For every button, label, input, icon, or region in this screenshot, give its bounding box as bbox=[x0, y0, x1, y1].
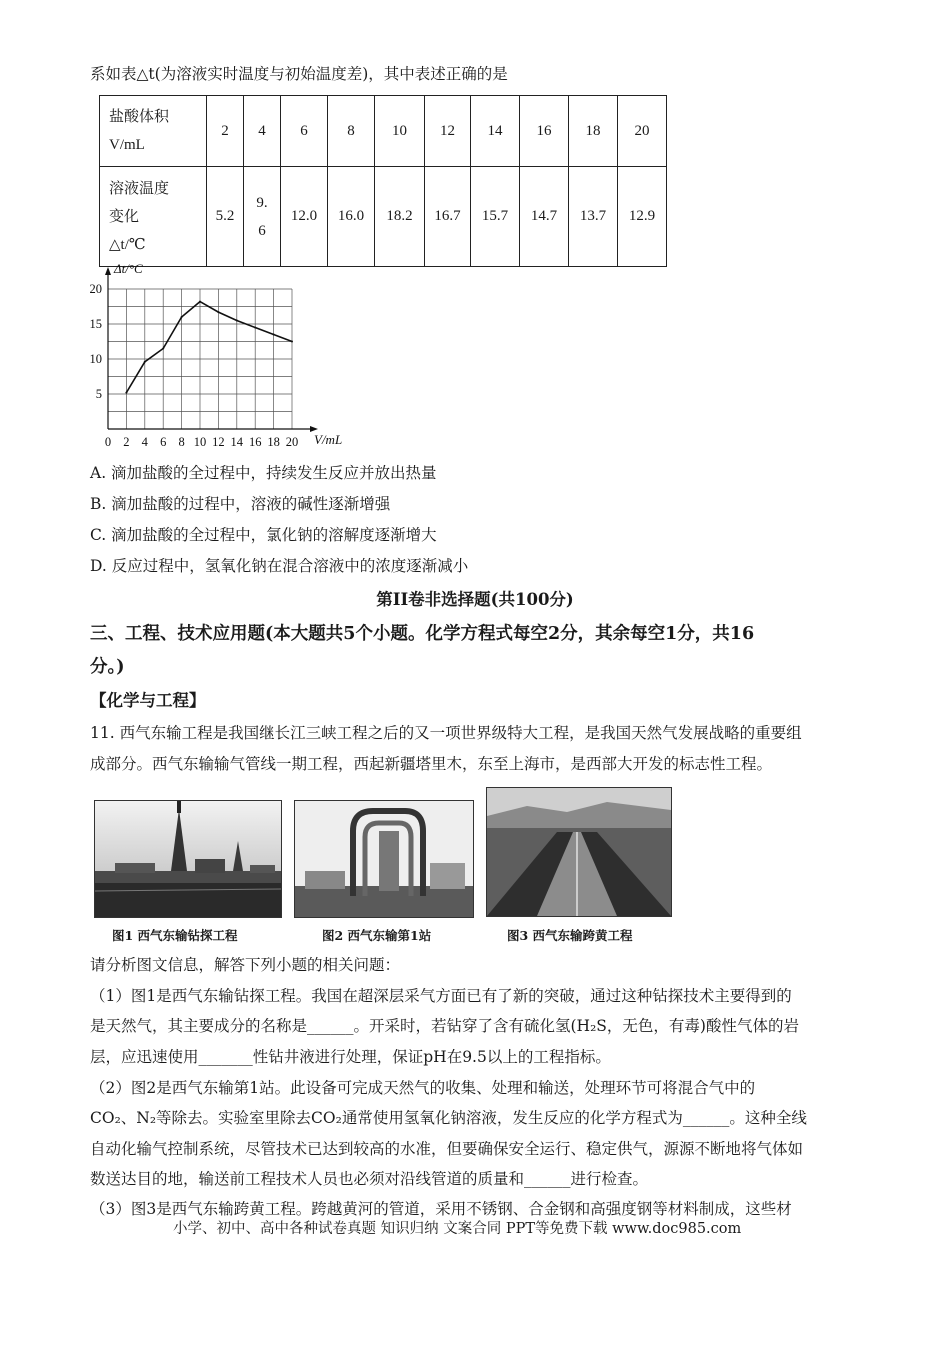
data-point bbox=[199, 301, 201, 303]
volume-cell: 20 bbox=[618, 96, 667, 167]
temp-cell: 15.7 bbox=[471, 167, 520, 267]
temp-cell: 14.7 bbox=[520, 167, 569, 267]
page-footer: 小学、初中、高中各种试卷真题 知识归纳 文案合同 PPT等免费下载 www.doc985.com bbox=[173, 1221, 742, 1237]
temp-cell: 18.2 bbox=[375, 167, 425, 267]
x-tick-label: 0 bbox=[104, 435, 112, 449]
temp-cell-part: 9. bbox=[256, 194, 268, 211]
data-point bbox=[254, 327, 256, 329]
temp-label-unit: △t/℃ bbox=[109, 236, 146, 253]
subq2-text: 数送达目的地，输送前工程技术人员也必须对沿线管道的质量和______进行检查。 bbox=[90, 1170, 649, 1188]
fig2-caption: 图2 西气东输第1站 bbox=[322, 928, 432, 943]
y-tick-label: 5 bbox=[95, 387, 102, 401]
option-b: B. 滴加盐酸的过程中，溶液的碱性逐渐增强 bbox=[90, 495, 391, 513]
temp-cell: 13.7 bbox=[569, 167, 618, 267]
temp-cell: 16.0 bbox=[328, 167, 375, 267]
fig1-caption: 图1 西气东输钻探工程 bbox=[112, 928, 238, 943]
option-d: D. 反应过程中，氢氧化钠在混合溶液中的浓度逐渐减小 bbox=[90, 557, 469, 575]
subq2-text: 自动化输气控制系统，尽管技术已达到较高的水准，但要确保安全运行、稳定供气，源源不断地将气体如 bbox=[90, 1140, 804, 1158]
y-tick-label: 10 bbox=[89, 352, 102, 366]
y-axis-label: Δt/°C bbox=[114, 262, 143, 276]
series-line bbox=[126, 302, 292, 393]
volume-row-label bbox=[100, 96, 207, 167]
data-point bbox=[162, 348, 164, 350]
x-tick-label: 4 bbox=[141, 435, 148, 449]
data-point bbox=[291, 341, 293, 343]
x-tick-label: 6 bbox=[160, 435, 167, 449]
temp-cell-part: 6 bbox=[258, 222, 266, 239]
x-tick-label: 14 bbox=[230, 435, 244, 449]
subq1-text: （1）图1是西气东输钻探工程。我国在超深层采气方面已有了新的突破，通过这种钻探技术主要得到的 bbox=[90, 987, 792, 1005]
fig3-caption: 图3 西气东输跨黄工程 bbox=[507, 928, 633, 943]
volume-cell: 12 bbox=[425, 96, 471, 167]
y-tick-label: 20 bbox=[89, 282, 102, 296]
data-point bbox=[217, 311, 219, 313]
q11-text-cont: 成部分。西气东输输气管线一期工程，西起新疆塔里木，东至上海市，是西部大开发的标志性工程。 bbox=[90, 755, 773, 773]
fig1-drilling-photo bbox=[94, 800, 282, 918]
part3-heading-cont: 分。) bbox=[90, 657, 125, 677]
prompt-text: 请分析图文信息，解答下列小题的相关问题： bbox=[90, 956, 401, 974]
x-tick-label: 20 bbox=[285, 435, 299, 449]
volume-cell: 8 bbox=[328, 96, 375, 167]
subq1-text: 是天然气，其主要成分的名称是______。开采时，若钻穿了含有硫化氢(H₂S，无色，有毒)酸性气体的岩 bbox=[90, 1017, 799, 1035]
option-a: A. 滴加盐酸的全过程中，持续发生反应并放出热量 bbox=[90, 464, 437, 482]
data-point bbox=[144, 361, 146, 363]
volume-cell: 2 bbox=[207, 96, 244, 167]
volume-cell: 10 bbox=[375, 96, 425, 167]
data-point bbox=[125, 392, 127, 394]
section-title: 第II卷非选择题(共100分) bbox=[376, 590, 574, 609]
fig2-station-photo bbox=[294, 800, 474, 918]
volume-cell: 14 bbox=[471, 96, 520, 167]
volume-cell: 16 bbox=[520, 96, 569, 167]
data-table bbox=[99, 95, 667, 267]
volume-cell: 18 bbox=[569, 96, 618, 167]
intro-text: 系如表△t(为溶液实时温度与初始温度差)，其中表述正确的是 bbox=[90, 65, 508, 83]
temp-label-line: 变化 bbox=[109, 208, 140, 225]
x-tick-label: 8 bbox=[178, 435, 185, 449]
temp-cell: 16.7 bbox=[425, 167, 471, 267]
x-tick-label: 12 bbox=[212, 435, 225, 449]
y-axis-arrow bbox=[105, 267, 111, 275]
part3-heading: 三、工程、技术应用题(本大题共5个小题。化学方程式每空2分，其余每空1分，共16 bbox=[90, 624, 755, 644]
volume-cell: 4 bbox=[244, 96, 281, 167]
temp-cell: 12.0 bbox=[281, 167, 328, 267]
subject-heading: 【化学与工程】 bbox=[90, 691, 206, 710]
x-tick-label: 2 bbox=[123, 435, 130, 449]
x-tick-label: 10 bbox=[193, 435, 207, 449]
subq3-text: （3）图3是西气东输跨黄工程。跨越黄河的管道，采用不锈钢、合金钢和高强度钢等材料制成，这些材 bbox=[90, 1200, 792, 1218]
temperature-chart bbox=[85, 262, 365, 452]
fig3-crossing-photo bbox=[486, 787, 672, 917]
q11-text: 11. 西气东输工程是我国继长江三峡工程之后的又一项世界级特大工程，是我国天然气发展战略的重要组 bbox=[90, 724, 802, 742]
subq1-text: 层，应迅速使用_______性钻井液进行处理，保证pH在9.5以上的工程指标。 bbox=[90, 1048, 611, 1066]
temp-cell: 12.9 bbox=[618, 167, 667, 267]
data-point bbox=[273, 334, 275, 336]
data-point bbox=[236, 320, 238, 322]
x-tick-label: 16 bbox=[248, 435, 262, 449]
temp-row-label bbox=[100, 167, 207, 267]
subq2-text: （2）图2是西气东输第1站。此设备可完成天然气的收集、处理和输送，处理环节可将混合气中的 bbox=[90, 1079, 756, 1097]
x-axis-label: V/mL bbox=[314, 432, 343, 447]
temp-cell: 5.2 bbox=[207, 167, 244, 267]
temp-cell bbox=[244, 167, 281, 267]
subq2-text: CO₂、N₂等除去。实验室里除去CO₂通常使用氢氧化钠溶液，发生反应的化学方程式为______。这种全线 bbox=[90, 1109, 807, 1127]
x-tick-label: 18 bbox=[267, 435, 280, 449]
data-point bbox=[181, 316, 183, 318]
volume-label-unit: V/mL bbox=[109, 137, 145, 153]
volume-cell: 6 bbox=[281, 96, 328, 167]
y-tick-label: 15 bbox=[89, 317, 102, 331]
option-c: C. 滴加盐酸的全过程中，氯化钠的溶解度逐渐增大 bbox=[90, 526, 437, 544]
temp-label-line: 溶液温度 bbox=[109, 180, 170, 197]
volume-label-line: 盐酸体积 bbox=[109, 109, 170, 125]
